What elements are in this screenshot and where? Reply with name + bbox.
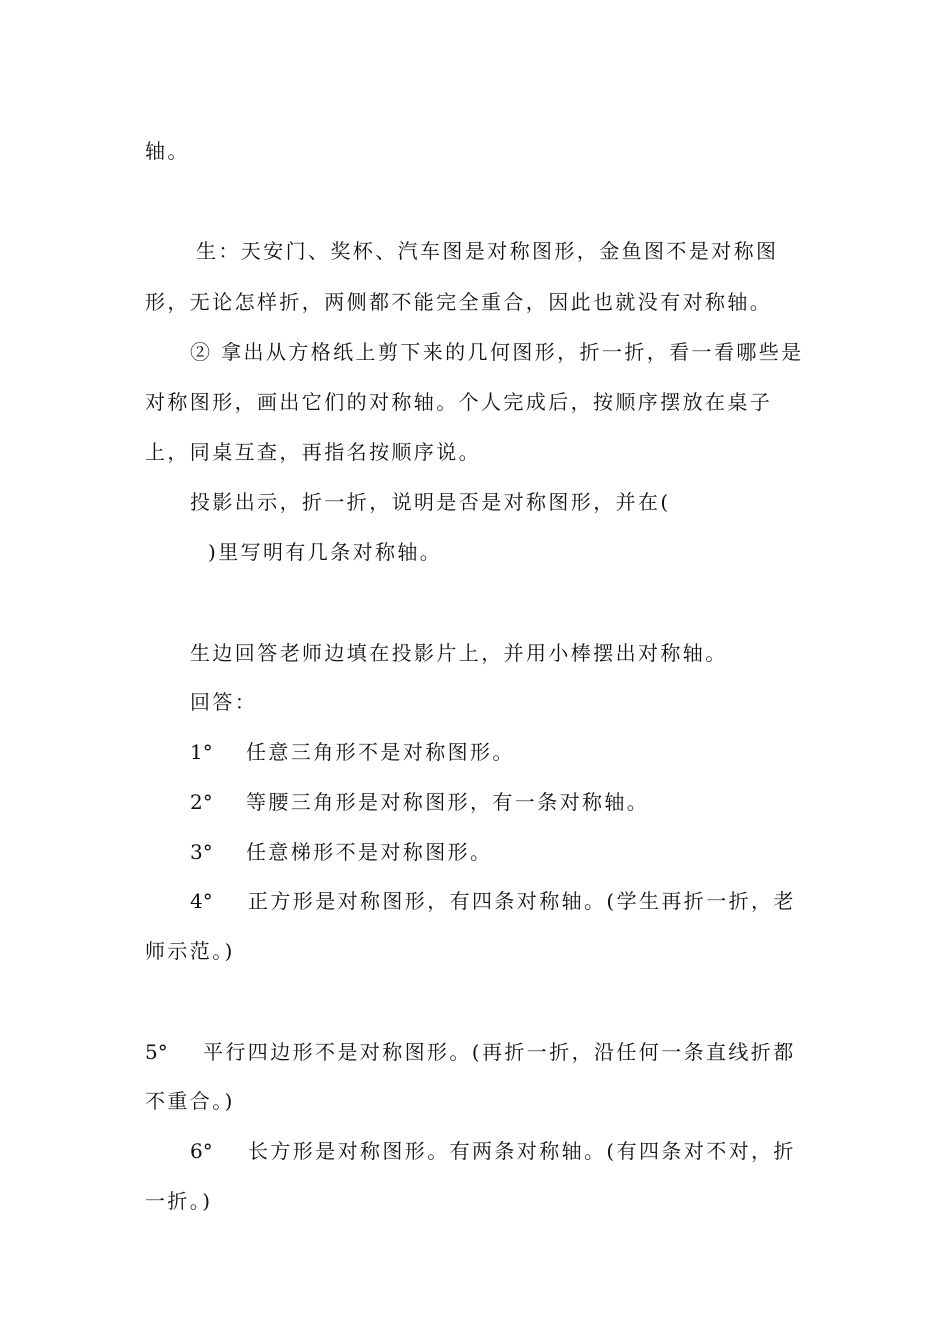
- paragraph-line: 投影出示，折一折，说明是否是对称图形，并在(: [190, 490, 671, 514]
- paragraph-line: 生：天安门、奖杯、汽车图是对称图形，金鱼图不是对称图: [196, 239, 779, 263]
- list-item: [190, 739, 860, 765]
- list-item: [190, 839, 860, 865]
- list-item: [190, 1138, 860, 1164]
- paragraph-line: 上，同桌互查，再指名按顺序说。: [145, 440, 481, 464]
- paragraph-line: )里写明有几条对称轴。: [208, 540, 443, 564]
- paragraph-line: 轴。: [145, 139, 190, 163]
- list-item-continuation: 不重合。): [145, 1089, 235, 1113]
- list-item-text: 正方形是对称图形，有四条对称轴。(学生再折一折，老: [248, 889, 796, 913]
- list-item-number: 2°: [190, 790, 213, 814]
- list-item-text: 等腰三角形是对称图形，有一条对称轴。: [246, 790, 650, 814]
- list-item-text: 平行四边形不是对称图形。(再折一折，沿任何一条直线折都: [203, 1040, 796, 1064]
- list-item-text: 任意梯形不是对称图形。: [246, 840, 493, 864]
- paragraph-line: ② 拿出从方格纸上剪下来的几何图形，折一折，看一看哪些是: [190, 340, 804, 364]
- list-item: [190, 789, 860, 815]
- list-item: [145, 1039, 815, 1065]
- list-item-continuation: 师示范。): [145, 939, 235, 963]
- list-item: [190, 888, 860, 914]
- list-item-number: 5°: [145, 1040, 168, 1064]
- list-item-number: 3°: [190, 840, 213, 864]
- paragraph-line: 形，无论怎样折，两侧都不能完全重合，因此也就没有对称轴。: [145, 290, 773, 314]
- list-item-number: 4°: [190, 889, 213, 913]
- list-item-number: 1°: [190, 740, 213, 764]
- list-item-text: 任意三角形不是对称图形。: [246, 740, 515, 764]
- list-item-number: 6°: [190, 1139, 213, 1163]
- paragraph-line: 回答：: [190, 690, 258, 714]
- list-item-text: 长方形是对称图形。有两条对称轴。(有四条对不对，折: [248, 1139, 796, 1163]
- paragraph-line: 对称图形，画出它们的对称轴。个人完成后，按顺序摆放在桌子: [145, 390, 773, 414]
- list-item-continuation: 一折。): [145, 1189, 213, 1213]
- paragraph-line: 生边回答老师边填在投影片上，并用小棒摆出对称轴。: [190, 641, 728, 665]
